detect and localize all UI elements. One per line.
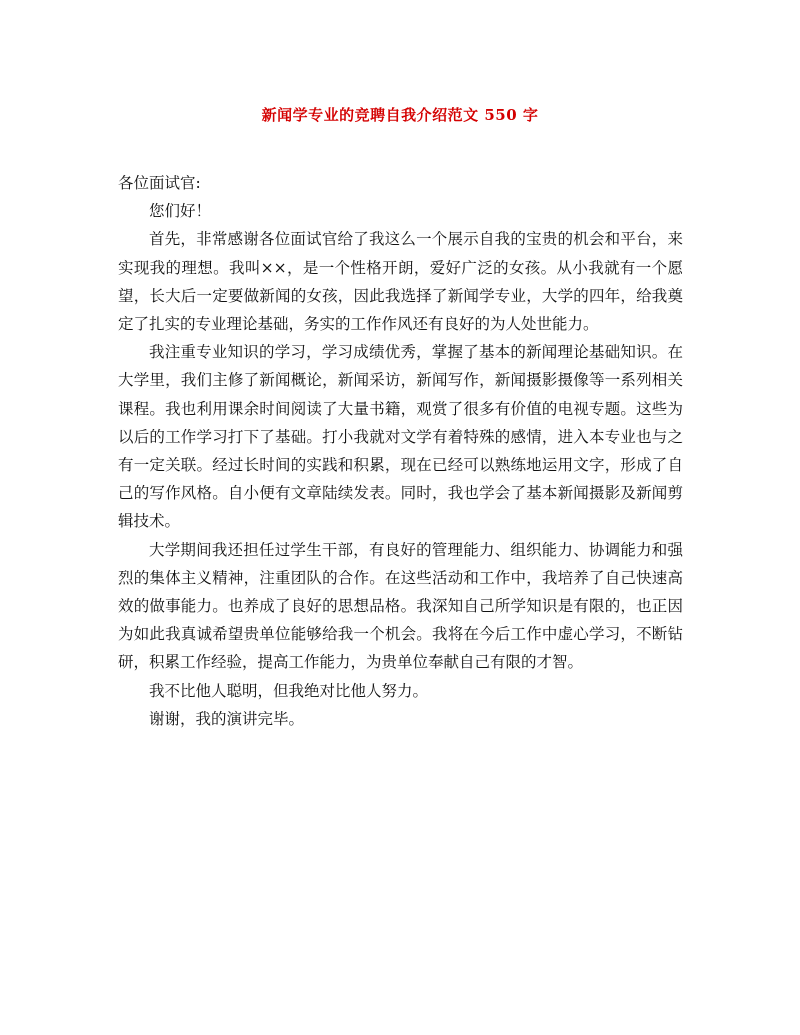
document-body — [118, 169, 683, 733]
document-title: 新闻学专业的竞聘自我介绍范文 550 字 — [261, 106, 539, 124]
study-paragraph: 我注重专业知识的学习，学习成绩优秀，掌握了基本的新闻理论基础知识。在大学里，我们主修了新闻概论，新闻采访，新闻写作，新闻摄影摄像等一系列相关课程。我也利用课余时间阅读了大量书籍，观赏了很多有价值的电视专题。这些为以后的工作学习打下了基础。打小我就对文学有着特殊的感情，进入本专业也与之有一定关联。经过长时间的实践和积累，现在已经可以熟练地运用文字，形成了自己的写作风格。自小便有文章陆续发表。同时，我也学会了基本新闻摄影及新闻剪辑技术。 — [118, 343, 683, 531]
experience-paragraph: 大学期间我还担任过学生干部，有良好的管理能力、组织能力、协调能力和强烈的集体主义精神，注重团队的合作。在这些活动和工作中，我培养了自己快速高效的做事能力。也养成了良好的思想品格。我深知自己所学知识是有限的，也正因为如此我真诚希望贵单位能够给我一个机会。我将在今后工作中虚心学习，不断钻研，积累工作经验，提高工作能力，为贵单位奉献自己有限的才智。 — [118, 540, 683, 672]
effort-paragraph: 我不比他人聪明，但我绝对比他人努力。 — [149, 681, 429, 700]
salutation: 各位面试官: — [118, 174, 201, 192]
closing-paragraph: 谢谢，我的演讲完毕。 — [149, 709, 305, 728]
intro-paragraph: 首先，非常感谢各位面试官给了我这么一个展示自我的宝贵的机会和平台，来实现我的理想。我叫××，是一个性格开朗，爱好广泛的女孩。从小我就有一个愿望，长大后一定要做新闻的女孩，因此我选择了新闻学专业，大学的四年，给我奠定了扎实的专业理论基础，务实的工作作风还有良好的为人处世能力。 — [118, 230, 683, 334]
greeting-paragraph: 您们好！ — [149, 202, 212, 221]
